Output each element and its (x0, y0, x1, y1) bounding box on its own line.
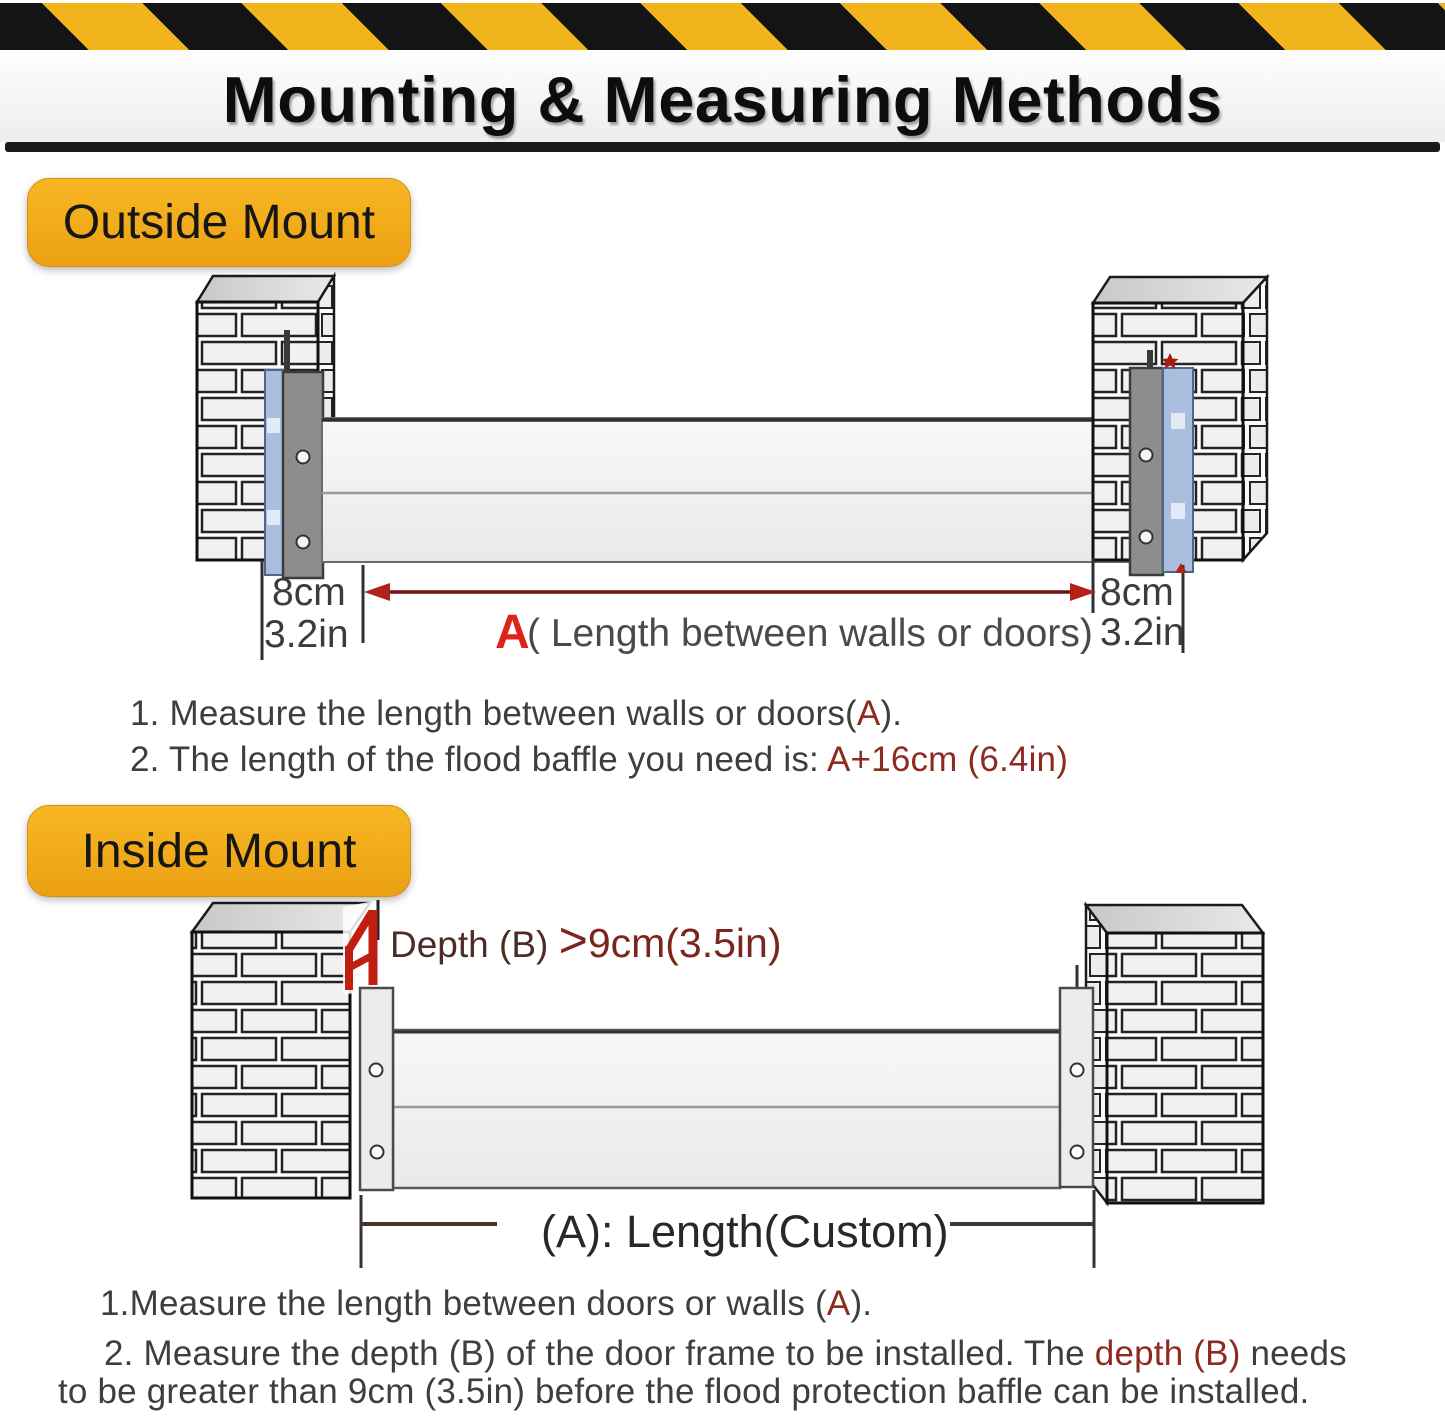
screw-hole (1140, 531, 1153, 544)
depth-label-gt: > (558, 912, 588, 968)
hazard-stripe-band (0, 3, 1445, 50)
outside-step-2-accent: A+16cm (6.4in) (826, 740, 1069, 779)
dim-3-2in-left: 3.2in (264, 613, 349, 656)
outside-step-1-tail: ). (880, 694, 903, 733)
span-label-text: ( Length between walls or doors) (527, 612, 1093, 655)
flood-barrier-panels (393, 1030, 1060, 1188)
bracket-rod-left (284, 330, 290, 374)
wall-channel-left (360, 988, 393, 1190)
diagram-inside-mount (0, 895, 1445, 1295)
channel-highlight (267, 510, 280, 525)
length-label: (A): Length(Custom) (541, 1206, 949, 1257)
outside-step-2-text: 2. The length of the flood baffle you need is: (130, 740, 827, 779)
inside-mount-badge-label: Inside Mount (81, 824, 357, 878)
outside-step-1 (130, 694, 902, 734)
inside-step-2-line-2 (58, 1372, 1309, 1412)
screw-hole (370, 1064, 383, 1077)
channel-highlight (1171, 413, 1185, 429)
red-depth-bracket (343, 900, 379, 995)
brick-pillar-right (1086, 905, 1263, 1203)
depth-label (390, 912, 782, 968)
screw-hole (371, 1146, 384, 1159)
arrowhead-left (364, 583, 390, 601)
screw-hole (297, 451, 310, 464)
page-title: Mounting & Measuring Methods (222, 63, 1223, 136)
outside-mount-badge-label: Outside Mount (62, 196, 376, 249)
inside-mount-badge (27, 805, 411, 897)
depth-label-value: 9cm(3.5in) (587, 920, 782, 966)
inside-step-1 (100, 1284, 872, 1324)
outside-step-2 (130, 740, 1068, 780)
inside-step-2-line-1 (104, 1334, 1347, 1374)
mounting-bracket-left (283, 372, 323, 578)
dim-8cm-right: 8cm (1100, 571, 1174, 614)
inside-step-2-line-2-text: to be greater than 9cm (3.5in) before the flood protection baffle can be installed. (58, 1372, 1310, 1411)
mounting-bracket-right (1130, 368, 1163, 575)
dim-8cm-left: 8cm (272, 571, 346, 614)
outside-mount-badge (27, 178, 411, 267)
channel-highlight (1171, 503, 1185, 519)
dim-3-2in-right: 3.2in (1100, 611, 1185, 654)
wall-channel-blue-left (265, 370, 283, 575)
inside-step-1-accent: A (826, 1284, 851, 1323)
inside-step-1-text: 1.Measure the length between doors or walls ( (100, 1284, 827, 1323)
depth-label-prefix: Depth (B) (390, 924, 559, 965)
inside-step-2-tail: needs (1240, 1334, 1347, 1373)
outside-step-1-text: 1. Measure the length between walls or doors( (130, 694, 857, 733)
screw-hole (1071, 1064, 1084, 1077)
wall-channel-right (1060, 988, 1093, 1187)
outside-step-1-accent: A (856, 694, 881, 733)
title-underline-bar (5, 142, 1440, 152)
inside-step-2-text: 2. Measure the depth (B) of the door frame to be installed. The (104, 1334, 1095, 1373)
inside-step-2-accent: depth (B) (1094, 1334, 1241, 1373)
screw-hole (1140, 449, 1153, 462)
channel-highlight (267, 418, 280, 433)
inside-step-1-tail: ). (850, 1284, 873, 1323)
diagram-outside-mount (0, 255, 1445, 670)
screw-hole (1071, 1146, 1084, 1159)
span-label-accent: A (495, 606, 530, 659)
flood-barrier-panels (322, 418, 1130, 562)
wall-channel-blue-right (1163, 368, 1193, 572)
screw-hole (297, 536, 310, 549)
